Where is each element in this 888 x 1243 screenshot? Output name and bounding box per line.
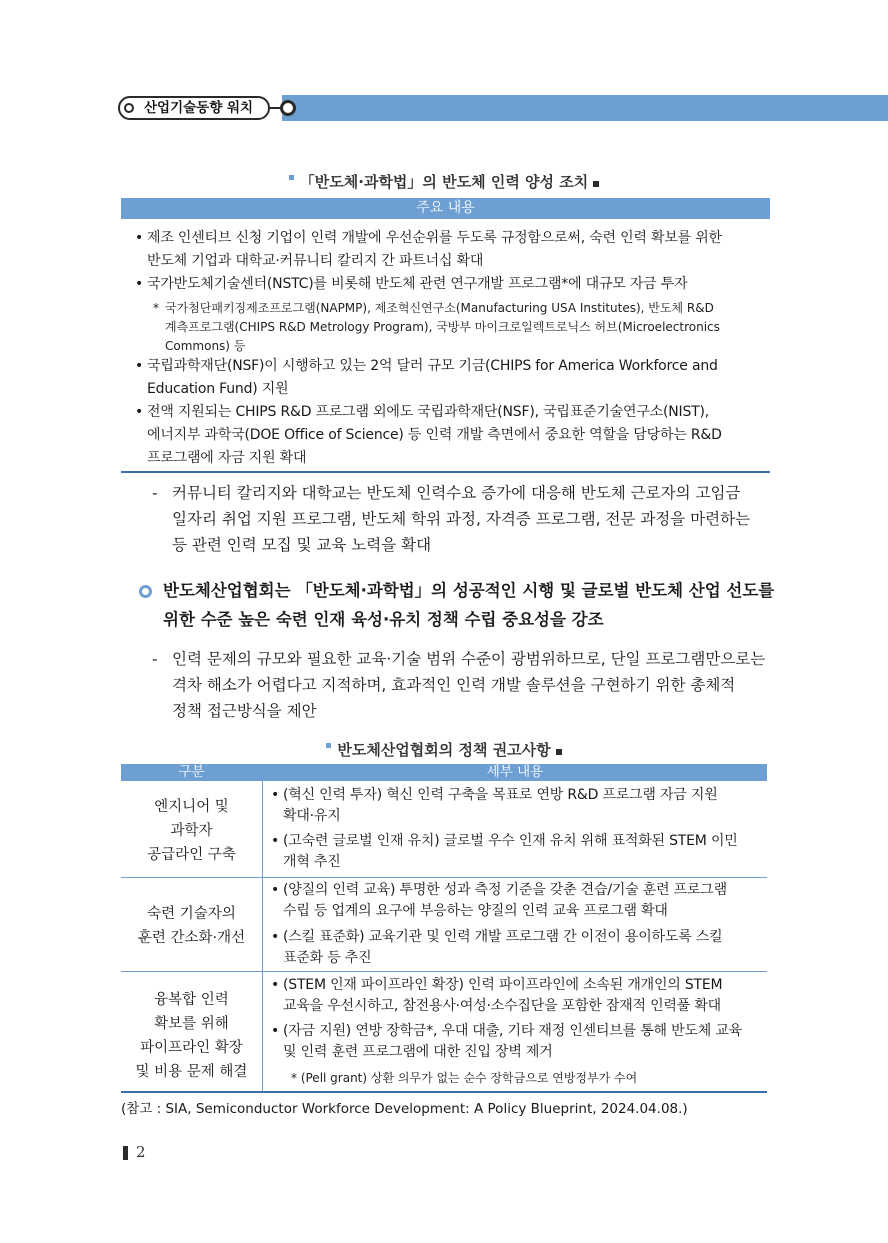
bullet-icon: • xyxy=(271,833,280,849)
title-square-icon xyxy=(326,743,331,748)
title-square-icon xyxy=(289,175,294,180)
table-row-category: 엔지니어 및 과학자 공급라인 구축 xyxy=(147,799,236,863)
bullet-icon: • xyxy=(271,929,280,945)
title-end-square-icon xyxy=(556,749,562,755)
page-number: 2 xyxy=(136,1143,146,1161)
summary-item: • 국립과학재단(NSF)이 시행하고 있는 2억 달러 규모 기금(CHIPS for America Workforce and Education Fund) 지원 xyxy=(135,355,763,401)
column-divider xyxy=(262,764,263,1092)
row-divider xyxy=(121,971,767,972)
bullet-icon: • xyxy=(135,358,144,374)
bullet-icon: • xyxy=(271,977,280,993)
box1-title: 「반도체·과학법」의 반도체 인력 양성 조치 xyxy=(0,171,888,192)
main-point: 반도체산업협회는 「반도체·과학법」의 성공적인 시행 및 글로벌 반도체 산업 선도를 위한 수준 높은 숙련 인재 육성·유치 정책 수립 중요성을 강조 xyxy=(137,576,777,634)
sub-point: - 인력 문제의 규모와 필요한 교육·기술 범위 수준이 광범위하므로, 단일 프로그램만으로는 격차 해소가 어렵다고 지적하며, 효과적인 인력 개발 솔루션을 구현하기 위한 총체적 정책 접근방식을 제안 xyxy=(152,650,766,720)
table-footnote: * (Pell grant) 상환 의무가 없는 순수 장학금으로 연방정부가 수여 xyxy=(291,1071,638,1085)
row-divider xyxy=(121,877,767,878)
bullet-icon: • xyxy=(135,276,144,292)
bullet-icon: • xyxy=(135,404,144,420)
summary-item: • 제조 인센티브 신청 기업이 인력 개발에 우선순위를 두도록 규정함으로써, 숙련 인력 확보를 위한 반도체 기업과 대학교·커뮤니티 칼리지 간 파트너십 확대 xyxy=(135,227,763,273)
reference-note: (참고 : SIA, Semiconductor Workforce Development: A Policy Blueprint, 2024.04.08.) xyxy=(121,1101,688,1117)
table-row-category: 숙련 기술자의 훈련 간소화·개선 xyxy=(137,906,246,946)
table-row-detail: • (혁신 인력 투자) 혁신 인력 구축을 목표로 연방 R&D 프로그램 자금 지원 확대·유지 xyxy=(271,787,718,824)
summary-item: • 국가반도체기술센터(NSTC)를 비롯해 반도체 관련 연구개발 프로그램*에 대규모 자금 투자 xyxy=(135,273,763,296)
summary-box-rule xyxy=(121,471,770,473)
bullet-icon: • xyxy=(271,787,280,803)
table-bottom-rule xyxy=(121,1091,767,1093)
table-title: 반도체산업협회의 정책 권고사항 xyxy=(0,739,888,760)
section-title: 산업기술동향 워치 xyxy=(118,96,270,120)
summary-item: • 전액 지원되는 CHIPS R&D 프로그램 외에도 국립과학재단(NSF), 국립표준기술연구소(NIST), 에너지부 과학국(DOE Office of Science) 등 인력 개발 측면에서 중요한 역할을 담당하는 R&D 프로그램에 자금 지원 확대 xyxy=(135,401,763,470)
summary-footnote: * 국가첨단패키징제조프로그램(NAPMP), 제조혁신연구소(Manufacturing USA Institutes), 반도체 R&D 계측프로그램(CHIPS R&D Metrology Program), 국방부 마이크로일렉트로닉스 허브(Microelectronics Commons) 등 xyxy=(153,301,720,353)
table-row-detail: • (STEM 인재 파이프라인 확장) 인력 파이프라인에 소속된 개개인의 STEM 교육을 우선시하고, 참전용사·여성·소수집단을 포함한 잠재적 인력풀 확대 xyxy=(271,977,723,1014)
summary-box xyxy=(121,198,770,474)
header-ring-icon xyxy=(280,100,296,116)
table-row-detail: • (스킬 표준화) 교육기관 및 인력 개발 프로그램 간 이전이 용이하도록 스킬 표준화 등 추진 xyxy=(271,929,723,966)
bullet-icon: • xyxy=(135,230,144,246)
column-header-category: 구분 xyxy=(178,764,205,780)
section-dot-icon xyxy=(124,103,134,113)
page-marker-icon xyxy=(123,1146,128,1160)
table-row-detail: • (자금 지원) 연방 장학금*, 우대 대출, 기타 재정 인센티브를 통해 반도체 교육 및 인력 훈련 프로그램에 대한 진입 장벽 제거 xyxy=(271,1023,742,1060)
circle-bullet-icon xyxy=(139,585,152,598)
table-row-detail: • (양질의 인력 교육) 투명한 성과 측정 기준을 갖춘 견습/기술 훈련 프로그램 수립 등 업계의 요구에 부응하는 양질의 인력 교육 프로그램 확대 xyxy=(271,882,727,919)
header-band xyxy=(282,95,888,121)
table-row-category: 융복합 인력 확보를 위해 파이프라인 확장 및 비용 문제 해결 xyxy=(135,992,248,1080)
title-end-square-icon xyxy=(593,181,599,187)
column-header-details: 세부 내용 xyxy=(486,764,544,780)
bullet-icon: • xyxy=(271,882,280,898)
sub-point: - 커뮤니티 칼리지와 대학교는 반도체 인력수요 증가에 대응해 반도체 근로자의 고임금 일자리 취업 지원 프로그램, 반도체 학위 과정, 자격증 프로그램, 전문 과정을 마련하는 등 관련 인력 모집 및 교육 노력을 확대 xyxy=(152,484,751,554)
bullet-icon: • xyxy=(271,1023,280,1039)
table-row-detail: • (고숙련 글로벌 인재 유치) 글로벌 우수 인재 유치 위해 표적화된 STEM 이민 개혁 추진 xyxy=(271,833,738,870)
summary-box-header: 주요 내용 xyxy=(121,198,770,219)
